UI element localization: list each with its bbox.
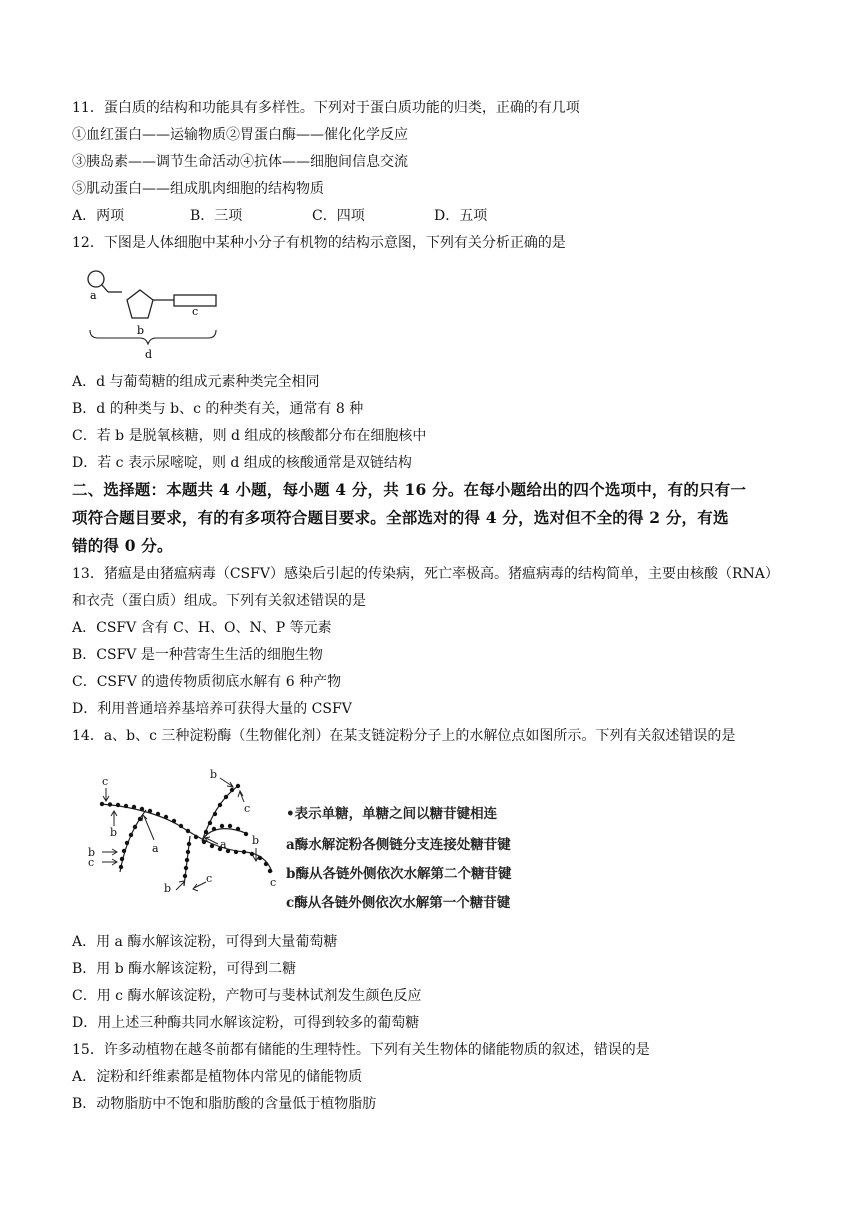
label-b-1: b <box>110 826 118 839</box>
q13-stem-1: 13．猪瘟是由猪瘟病毒（CSFV）感染后引起的传染病，死亡率极高。猪瘟病毒的结构简单，主要由核酸（RNA） <box>72 566 779 582</box>
label-c-1: c <box>102 775 109 788</box>
q14-option-a: A．用 a 酶水解该淀粉，可得到大量葡萄糖 <box>72 934 338 950</box>
q13-stem-2: 和衣壳（蛋白质）组成。下列有关叙述错误的是 <box>72 593 366 609</box>
q14-option-b: B．用 b 酶水解该淀粉，可得到二糖 <box>72 961 297 977</box>
section2-line-1: 二、选择题：本题共 4 小题，每小题 4 分，共 16 分。在每小题给出的四个选项中，有的只有一 <box>72 480 747 499</box>
label-a-1: a <box>152 842 159 855</box>
label-c-5: c <box>206 872 213 885</box>
arrow-b-left <box>102 849 117 855</box>
phosphate-bond-line <box>102 285 108 292</box>
label-a-2: a <box>220 838 227 851</box>
label-d: d <box>145 348 153 361</box>
section2-line-2: 项符合题目要求，有的有多项符合题目要求。全部选对的得 4 分，选对但不全的得 2 分，有选 <box>72 508 729 527</box>
q15-option-a: A．淀粉和纤维素都是植物体内常见的储能物质 <box>72 1069 363 1085</box>
q15-option-b: B．动物脂肪中不饱和脂肪酸的含量低于植物脂肪 <box>72 1096 377 1112</box>
q15-stem: 15．许多动植物在越冬前都有储能的生理特性。下列有关生物体的储能物质的叙述，错误的是 <box>72 1042 650 1058</box>
label-b: b <box>137 324 145 337</box>
q11-item-line-1: ①血红蛋白——运输物质②胃蛋白酶——催化化学反应 <box>72 127 408 143</box>
q11-stem: 11．蛋白质的结构和功能具有多样性。下列对于蛋白质功能的归类，正确的有几项 <box>72 100 580 116</box>
arrow-b-top <box>220 778 233 787</box>
label-b-4: b <box>252 834 260 847</box>
q12-option-b: B．d 的种类与 b、c 的种类有关，通常有 8 种 <box>72 401 364 417</box>
arrow-c-topleft <box>103 788 109 801</box>
section2-line-3: 错的得 0 分。 <box>72 536 173 555</box>
q12-option-c: C．若 b 是脱氧核糖，则 d 组成的核酸都分布在细胞核中 <box>72 428 427 444</box>
arrow-b-topleft <box>111 811 117 826</box>
pentose-pentagon <box>127 290 153 318</box>
q11-item-line-3: ⑤肌动蛋白——组成肌肉细胞的结构物质 <box>72 181 324 197</box>
arrow-c-left <box>102 859 117 865</box>
nucleotide-diagram <box>80 266 230 366</box>
q11-option-a: A．两项 <box>72 208 125 224</box>
q14-legend-1: •表示单糖，单糖之间以糖苷键相连 <box>286 806 498 822</box>
label-c: c <box>192 305 199 318</box>
q12-option-a: A．d 与葡萄糖的组成元素种类完全相同 <box>72 374 320 390</box>
q14-option-c: C．用 c 酶水解该淀粉，产物可与斐林试剂发生颜色反应 <box>72 988 422 1004</box>
q14-legend-2: a酶水解淀粉各侧链分支连接处糖苷键 <box>286 837 511 853</box>
monosaccharide-dots <box>100 784 272 878</box>
q13-option-b: B．CSFV 是一种营寄生生活的细胞生物 <box>72 647 323 663</box>
label-a: a <box>90 289 97 302</box>
brace-d <box>90 330 216 344</box>
q11-option-c: C．四项 <box>312 208 365 224</box>
q14-legend-3: b酶从各链外侧依次水解第二个糖苷键 <box>286 866 512 882</box>
arrow-a-left <box>142 815 154 840</box>
amylopectin-diagram <box>80 764 280 916</box>
label-c-4: c <box>270 876 277 889</box>
label-b-3: b <box>210 768 218 781</box>
q12-stem: 12．下图是人体细胞中某种小分子有机物的结构示意图，下列有关分析正确的是 <box>72 235 566 251</box>
arrow-c-bottom <box>193 882 206 891</box>
q11-option-d: D．五项 <box>434 208 488 224</box>
phosphate-circle <box>88 271 104 287</box>
label-c-3: c <box>244 802 251 815</box>
q13-option-c: C．CSFV 的遗传物质彻底水解有 6 种产物 <box>72 674 342 690</box>
label-b-5: b <box>164 882 172 895</box>
q14-option-d: D．用上述三种酶共同水解该淀粉，可得到较多的葡萄糖 <box>72 1015 420 1031</box>
arrow-b-bottom <box>176 881 184 890</box>
q13-option-d: D．利用普通培养基培养可获得大量的 CSFV <box>72 701 352 717</box>
q14-stem: 14．a、b、c 三种淀粉酶（生物催化剂）在某支链淀粉分子上的水解位点如图所示。下列有关叙述错误的是 <box>72 728 736 744</box>
q14-legend-4: c酶从各链外侧依次水解第一个糖苷键 <box>286 895 511 911</box>
arrow-c-top <box>238 791 244 802</box>
q11-options <box>72 206 487 226</box>
q13-option-a: A．CSFV 含有 C、H、O、N、P 等元素 <box>72 620 332 636</box>
q11-option-b: B．三项 <box>190 208 243 224</box>
label-b-2: b <box>88 846 96 859</box>
q12-option-d: D．若 c 表示尿嘧啶，则 d 组成的核酸通常是双链结构 <box>72 455 412 471</box>
q11-item-line-2: ③胰岛素——调节生命活动④抗体——细胞间信息交流 <box>72 154 408 170</box>
label-c-2: c <box>88 856 95 869</box>
